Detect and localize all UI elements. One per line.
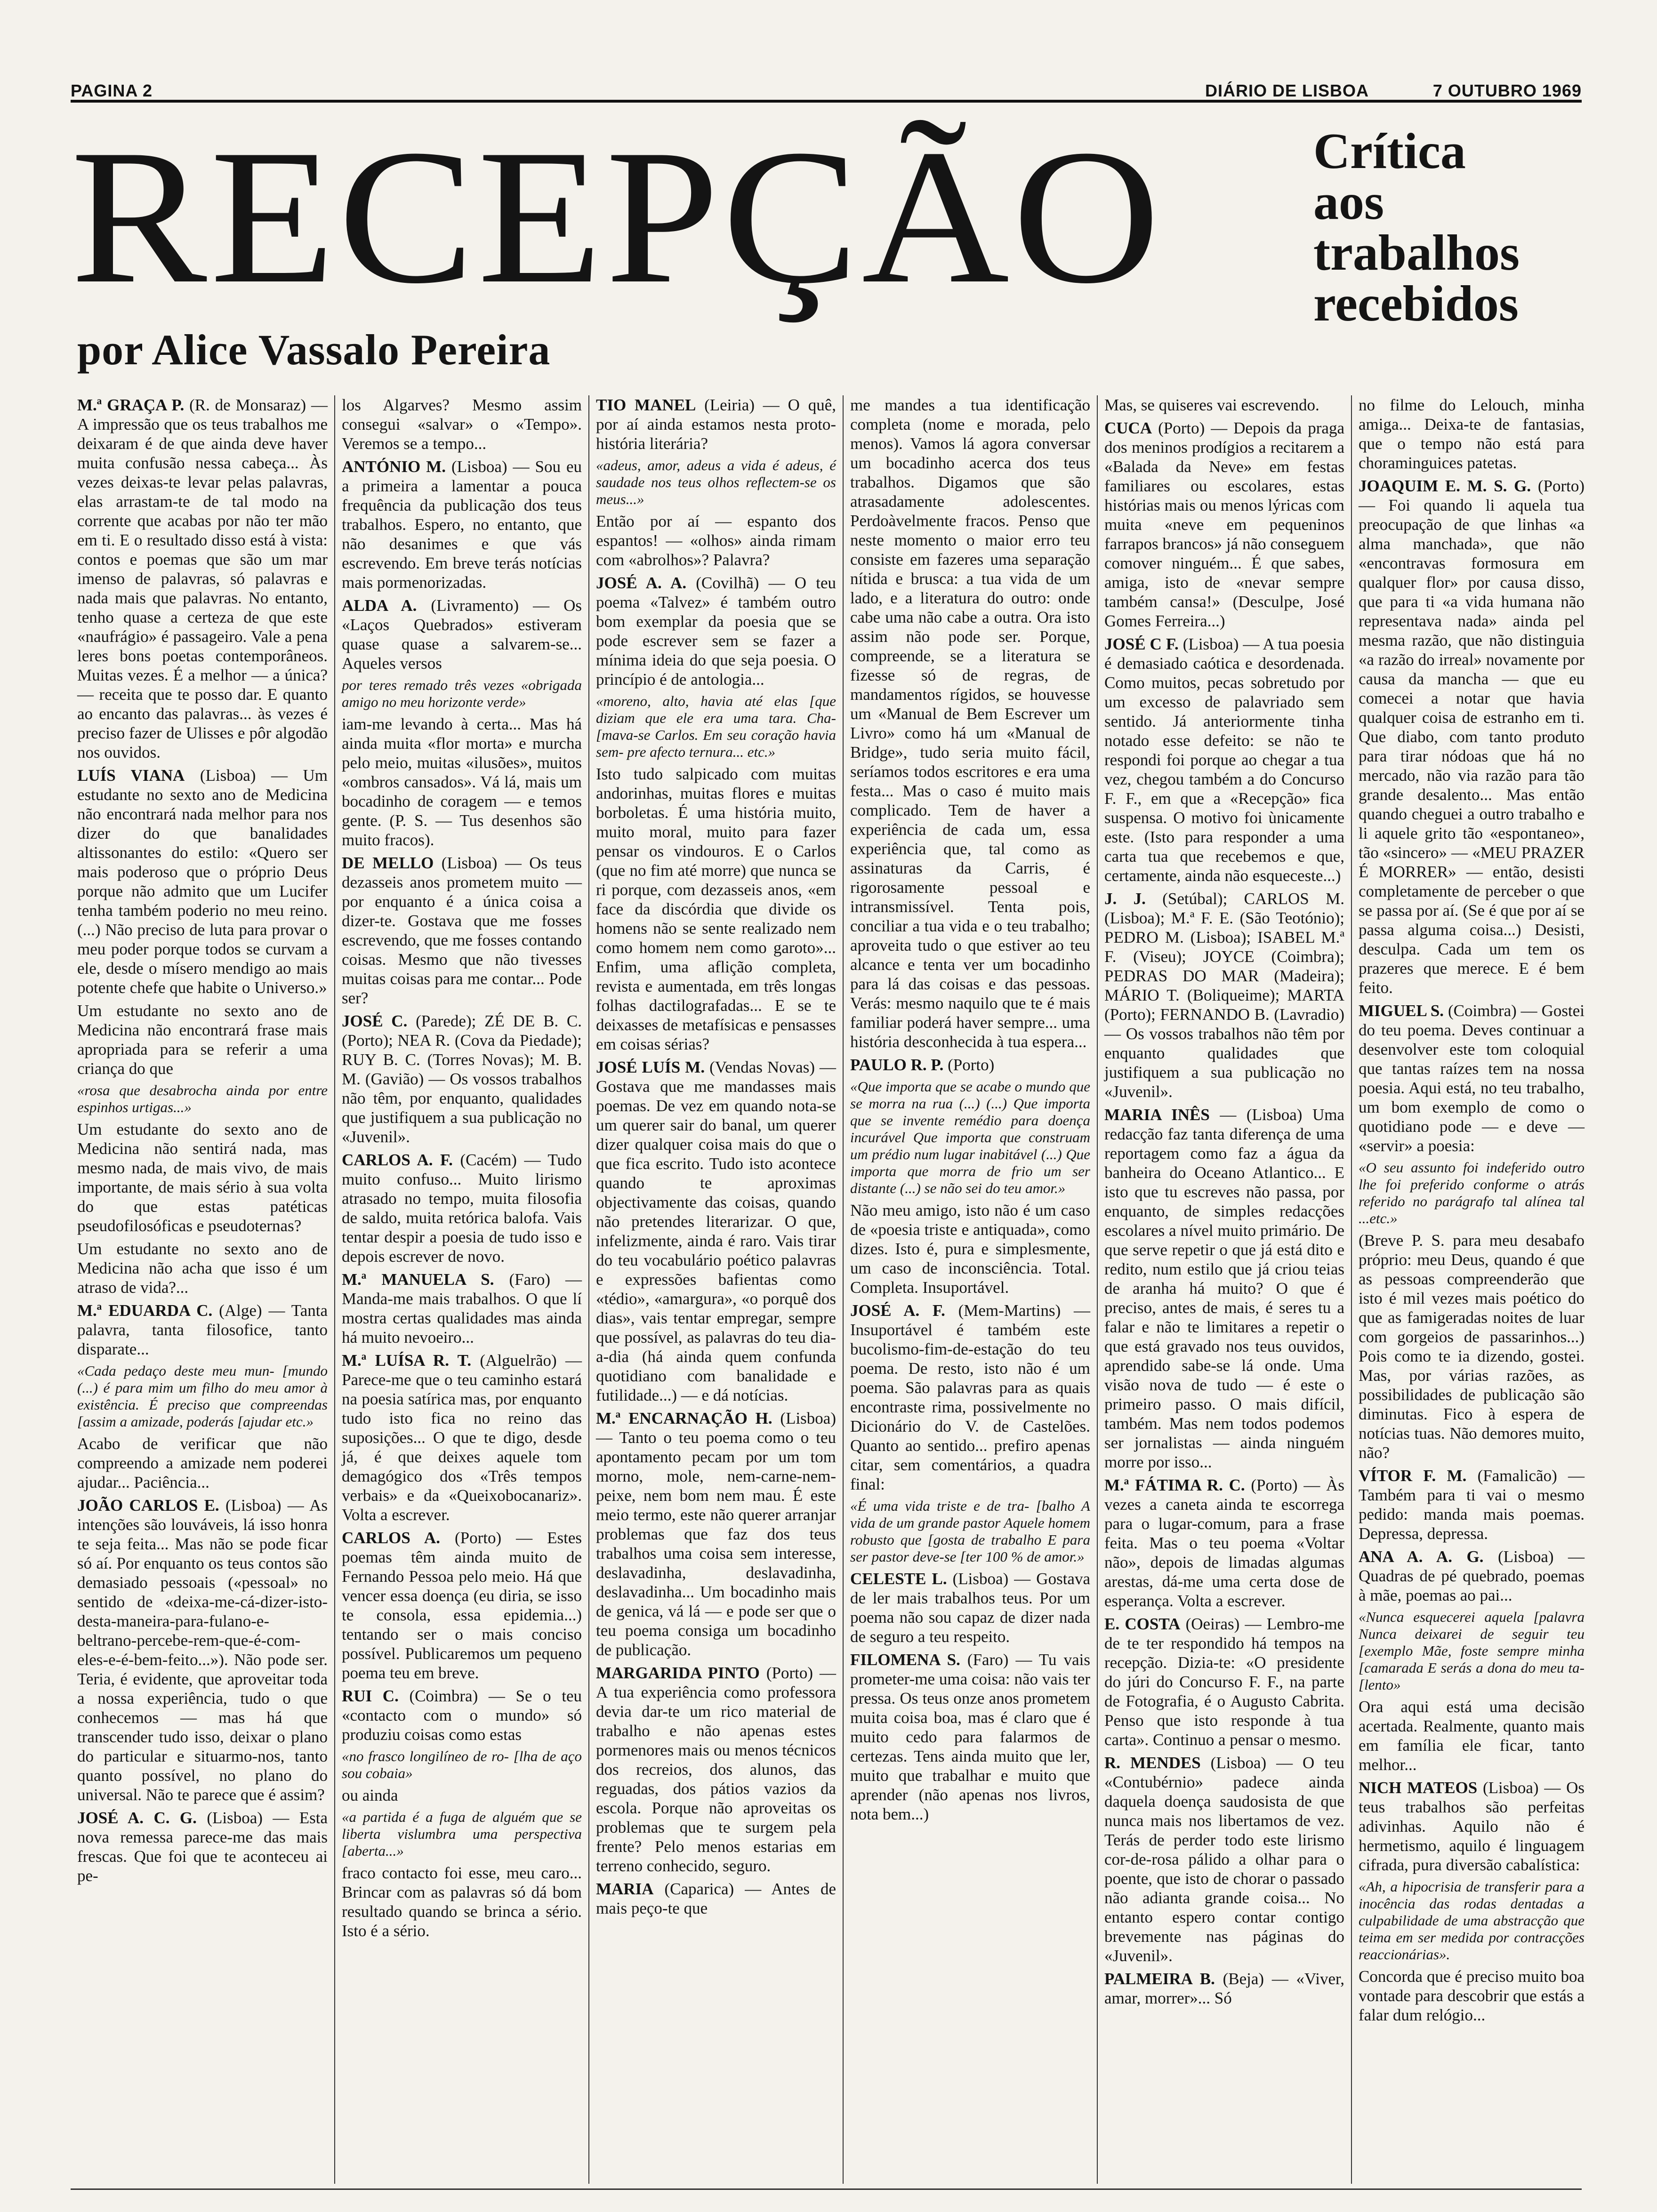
text-column (843, 395, 1097, 2184)
article-columns (71, 395, 1591, 2184)
correspondent-name: E. COSTA (1104, 1615, 1181, 1633)
reader-reply (342, 596, 582, 673)
reply-text: Um estudante do sexto ano de Medicina não sentirá nada, mas mesmo nada, de mais vivo, de mais importante, de mais sério à sua volta do que estas patéticas pseudofilosóficas e pseudoternas? (77, 1120, 328, 1235)
correspondent-name: ANTÓNIO M. (342, 457, 446, 476)
reply-text: (Lisboa) — A tua poesia é demasiado caótica e desordenada. Como muitos, pecas sobretudo por um excesso de palavriado sem sentido. Já anteriormente tinha notado esse defeito: se não te respondi foi porque ao chegar a tua vez, chegou também a do Concurso F. F., em que a «Recepção» fica suspensa. O motivo foi ùnicamente este. (Isto para responder a uma carta tua que recebemos e que, certamente, ainda não esqueceste...) (1104, 635, 1344, 885)
reader-reply (77, 1434, 328, 1492)
reply-text: (Coimbra) — Se o teu «contacto com o mundo» só produziu coisas como estas (342, 1687, 582, 1744)
reader-reply (342, 1270, 582, 1347)
correspondent-name: JOSÉ C. (342, 1012, 408, 1030)
correspondent-name: M.ª MANUELA S. (342, 1270, 494, 1289)
reply-text: (Setúbal); CARLOS M. (Lisboa); M.ª F. E. (São Teotónio); PEDRO M. (Lisboa); ISABEL M.ª F. (Viseu); JOYCE (Coimbra); PEDRAS DO MAR (Madeira); MÁRIO T. (Boliqueime); MARTA (Porto); FERNANDO B. (Lavradio) — Os vossos trabalhos não têm por enquanto qualidades que justifiquem a sua publicação no «Juvenil». (1104, 890, 1345, 1101)
section-title: RECEPÇÃO (71, 110, 1163, 323)
reply-text: (Lisboa) — Os teus trabalhos são perfeitas adivinhas. Aquilo não é hermetismo, aquilo é linguagem cifrada, pura diversão cabalística: (1359, 1779, 1585, 1874)
reader-reply (596, 1879, 836, 1918)
correspondent-name: CUCA (1104, 419, 1152, 437)
reply-text: Um estudante no sexto ano de Medicina não encontrará frase mais apropriada para se referir a uma criança do que (77, 1002, 328, 1078)
quoted-verse: «Que importa que se acabe o mundo que se morra na rua (...) (...) Que importa que se invente remédio para doença incurável Que importa que construam um prédio num lugar inabitável (...) Que importa que morra de frio um ser distante (...) se não sei do teu amor.» (850, 1078, 1090, 1196)
correspondent-name: J. J. (1104, 890, 1146, 908)
reply-text: (Breve P. S. para meu desabafo próprio: meu Deus, quando é que as pessoas compreenderão que isto é mil vezes mais poético do que as famigeradas noites de luar com gorgeios de passarinhos...) Pois como te ia dizendo, gostei. Mas, por várias razões, as possibilidades de publicação são diminutas. Fico à espera de notícias tuas. Não demores muito, não? (1359, 1231, 1585, 1462)
reply-text: (Lisboa) — Sou eu a primeira a lamentar a pouca frequência da publicação dos teus trabalhos. Espero, no entanto, que não desanimes e que vás escrevendo. Em breve terás notícias mais pormenorizadas. (342, 457, 582, 592)
correspondent-name: FILOMENA S. (850, 1651, 960, 1669)
reader-reply (596, 395, 836, 453)
reply-text: (Lisboa) — Quadras de pé quebrado, poemas à mãe, poemas ao pai... (1359, 1547, 1585, 1604)
kicker-line: recebidos (1313, 276, 1519, 332)
correspondent-name: CELESTE L. (850, 1570, 947, 1588)
correspondent-name: JOSÉ A. F. (850, 1301, 945, 1320)
reader-reply (1359, 1001, 1585, 1155)
reply-text: (Lisboa) — O teu «Contubérnio» padece ainda daquela doença saudosista de que nunca mais nos libertamos de vez. Terás de perder todo este lirismo cor-de-rosa pálido a olhar para o poente, que isto de chorar o passado não adianta grande coisa... No entanto espero contar contigo brevemente nas páginas do «Juvenil». (1104, 1754, 1344, 1965)
kicker-line: trabalhos (1313, 225, 1520, 281)
reply-text: (Livramento) — Os «Laços Quebrados» estiveram quase quase a salvarem-se... Aqueles versos (342, 596, 582, 673)
correspondent-name: TIO MANEL (596, 396, 696, 414)
quoted-verse: «moreno, alto, havia até elas [que diziam que ele era uma tara. Cha- [mava-se Carlos. Em seu coração havia sem- pre afecto ternura... etc.» (596, 693, 836, 760)
correspondent-name: M.ª EDUARDA C. (77, 1301, 213, 1320)
text-column (588, 395, 843, 2184)
reader-reply (77, 1808, 328, 1885)
quoted-verse: «a partida é a fuga de alguém que se liberta vislumbra uma perspectiva [aberta...» (342, 1809, 582, 1859)
correspondent-name: ALDA A. (342, 596, 417, 615)
reply-text: Ora aqui está uma decisão acertada. Realmente, quanto mais em família ele ficar, tanto melhor... (1359, 1698, 1585, 1774)
correspondent-name: JOSÉ A. C. G. (77, 1809, 197, 1827)
reply-text: (Porto) — A tua experiência como professora devia dar-te um rico material de trabalho e não apenas estes pormenores mais ou menos técnicos dos recreios, dos alunos, das reguadas, dos pátios vazios da escola. Porque não aproveitas os problemas que te surgem pela frente? Pelo menos estarias em terreno conhecido, seguro. (596, 1664, 836, 1875)
reader-reply (342, 1351, 582, 1524)
correspondent-name: M.ª LUÍSA R. T. (342, 1351, 472, 1370)
header-rule (71, 100, 1582, 103)
reply-text: ou ainda (342, 1786, 398, 1804)
quoted-verse: «Nunca esquecerei aquela [palavra Nunca deixarei de seguir teu [exemplo Mãe, foste sempre minha [camarada E serás a dona do meu ta- [lento» (1359, 1609, 1585, 1693)
reply-text: (Beja) — «Viver, amar, morrer»... Só (1104, 1970, 1344, 2007)
reader-reply (342, 1863, 582, 1940)
correspondent-name: JOAQUIM E. M. S. G. (1359, 477, 1531, 495)
reader-reply (850, 1301, 1090, 1494)
reader-reply (77, 1301, 328, 1359)
reply-text: (Famalicão) — Também para ti vai o mesmo pedido: manda mais poemas. Depressa, depressa. (1359, 1467, 1585, 1543)
byline: por Alice Vassalo Pereira (77, 326, 551, 374)
reply-text: (Lisboa) — Um estudante no sexto ano de Medicina não encontrará nada melhor para nos dizer do que banalidades altissonantes do estilo: «Quero ser mais poderoso que o próprio Deus porque não admito que um Lucifer tenha também poderio no meu reino. (...) Não preciso de luta para provar o meu poder porque todos se curvam a ele, desde o mísero mendigo ao mais potente chefe que habite o Universo.» (77, 766, 328, 997)
reader-reply (1104, 1105, 1344, 1472)
correspondent-name: M.ª ENCARNAÇÃO H. (596, 1409, 772, 1427)
reader-reply (1104, 1475, 1344, 1611)
reply-text: iam-me levando à certa... Mas há ainda muita «flor morta» e murcha pelo meio, muitas «ilusões», muitos «ombros cansados». Vá lá, mais um bocadinho de coragem — e temos gente. (P. S. — Tus desenhos são muito fracos). (342, 715, 582, 849)
reply-text: (Porto) — Depois da praga dos meninos prodígios a recitarem a «Balada da Neve» em festas familiares ou escolares, estas histórias mais ou menos lýricas com muita «neve em pequeninos farrapos brancos» já não conseguem comover ninguém... É que sabes, amiga, isto de «nevar sempre também cansa!» (Desculpe, José Gomes Ferreira...) (1104, 419, 1344, 630)
reader-reply (77, 1239, 328, 1297)
reply-text: (Lisboa) — Esta nova remessa parece-me das mais frescas. Que foi que te aconteceu ai pe- (77, 1809, 328, 1885)
reply-text: (Porto) — Estes poemas têm ainda muito de Fernando Pessoa pelo meio. Há que vencer essa doença (eu diria, se isso te consola, essa epidemia...) tentando ser o mais conciso possível. Publicaremos um pequeno poema teu em breve. (342, 1529, 582, 1682)
reply-text: (Lisboa) — Os teus dezasseis anos prometem muito — por enquanto é a única coisa a dizer-te. Gostava que me fosses escrevendo, que me fosses contando coisas. Mesmo que não tivesses muitas coisas para me contar... Pode ser? (342, 854, 582, 1007)
reader-reply (1359, 1231, 1585, 1462)
reader-reply (1359, 476, 1585, 997)
text-column (1351, 395, 1591, 2184)
reader-reply (1359, 1967, 1585, 2025)
reader-reply (77, 766, 328, 997)
reply-text: Então por aí — espanto dos espantos! — «olhos» ainda rimam com «abrolhos»? Palavra? (596, 512, 836, 569)
reply-text: los Algarves? Mesmo assim consegui «salvar» o «Tempo». Veremos se a tempo... (342, 396, 582, 453)
reply-text: Concorda que é preciso muito boa vontade para descobrir que estás a falar dum relógio... (1359, 1967, 1585, 2024)
correspondent-name: M.ª FÁTIMA R. C. (1104, 1476, 1245, 1494)
reader-reply (596, 1663, 836, 1875)
reader-reply (1104, 889, 1344, 1101)
reply-text: (Caparica) — Antes de mais peço-te que (596, 1880, 836, 1917)
reader-reply (342, 457, 582, 592)
reader-reply (850, 1569, 1090, 1646)
text-column (71, 395, 334, 2184)
reader-reply (596, 1058, 836, 1405)
reader-reply (1104, 1753, 1344, 1965)
reply-text: (Alguelrão) — Parece-me que o teu caminho estará na poesia satírica mas, por enquanto tudo isto fica no reino das suposições... O que te digo, desde já, é que deixes aquele tom demagógico dos «Três tempos verbais» e da «Queixobocanariz». Volta a escrever. (342, 1351, 582, 1524)
reply-text: (Porto) — Às vezes a caneta ainda te escorrega para o lugar-comum, para a frase feita. Mas o teu poema «Voltar não», depois de limadas algumas arestas, dá-me uma certa dose de esperança. Volta a escrever. (1104, 1476, 1344, 1610)
correspondent-name: LUÍS VIANA (77, 766, 185, 785)
reader-reply (1359, 1697, 1585, 1774)
reader-reply (1104, 1614, 1344, 1749)
reply-text: (Mem-Martins) — Insuportável é também este bucolismo-fim-de-estação do teu poema. De resto, isto não é um poema. São palavras para as quais encontraste rima, possivelmente no Dicionário do V. de Castelões. Quanto ao sentido... prefiro apenas citar, sem comentários, a quadra final: (850, 1301, 1090, 1493)
reader-reply (342, 395, 582, 453)
reader-reply (342, 1786, 582, 1805)
reply-text: (Faro) — Manda-me mais trabalhos. O que lí mostra certas qualidades mas ainda há muito nevoeiro... (342, 1270, 582, 1346)
reader-reply (77, 1120, 328, 1235)
reader-reply (342, 1528, 582, 1683)
reader-reply (77, 1496, 328, 1804)
reader-reply (1104, 1969, 1344, 2008)
correspondent-name: DE MELLO (342, 854, 434, 872)
correspondent-name: CARLOS A. (342, 1529, 440, 1547)
reply-text: (R. de Monsaraz) — A impressão que os teus trabalhos me deixaram é de que ainda deve haver muita confusão nessa cabeça... Às vezes deixas-te levar pelas palavras, elas arrastam-te de tal modo na corrente que acabas por não ter mão em ti. E o resultado disso está à vista: contos e poemas que são um mar imenso de palavras, só palavras e nada mais que palavras. No entanto, tenho quase a certeza de que este «naufrágio» é passageiro. Vale a pena leres bons poetas contemporâneos. Muitas vezes. É a melhor — a única? — receita que te posso dar. E quanto ao encanto das palavras... às vezes é preciso fazer de Ulisses e pôr algodão nos ouvidos. (77, 396, 328, 761)
reply-text: Acabo de verificar que não compreendo a amizade nem poderei ajudar... Paciência... (77, 1435, 328, 1491)
reader-reply (596, 1409, 836, 1659)
quoted-verse: «É uma vida triste e de tra- [balho A vida de um grande pastor Aquele homem robusto que [gosta de trabalho E para ser pastor deve-se [ter 100 % de amor.» (850, 1498, 1090, 1565)
section-masthead (71, 110, 1285, 374)
correspondent-name: MIGUEL S. (1359, 1002, 1444, 1020)
quoted-verse: «Cada pedaço deste meu mun- [mundo (...) é para mim um filho do meu amor à existência. É preciso que compreendas [assim a amizade, poderás [ajudar etc.» (77, 1362, 328, 1430)
reader-reply (77, 395, 328, 762)
reply-text: (Parede); ZÉ DE B. C. (Porto); NEA R. (Cova da Piedade); RUY B. C. (Torres Novas); M. B. M. (Gavião) — Os vossos trabalhos não têm, por enquanto, qualidades que justifiquem a sua publicação no «Juvenil». (342, 1012, 582, 1146)
reader-reply (1104, 634, 1344, 885)
page-number: PAGINA 2 (71, 81, 153, 100)
reply-text: Isto tudo salpicado com muitas andorinhas, muitas flores e muitas borboletas. É uma história muito, muito moral, muito para fazer pensar os vindouros. E o Carlos (que no fim até morre) que nunca se ri porque, com dezasseis anos, «em face da discórdia que divide os homens não se sente realizado nem como homem nem como garoto»... Enfim, uma aflição completa, revista e aumentada, em três longas folhas dactilografadas... E se te deixasses de metafísicas e pensasses em coisas sérias? (596, 765, 836, 1053)
reply-text: me mandes a tua identificação completa (nome e morada, pelo menos). Vamos lá agora conversar um bocadinho acerca dos teus trabalhos. Digamos que são atrasadamente adolescentes. Perdoàvelmente fracos. Penso que neste momento o maior erro teu consiste em fazeres uma separação nítida e brusca: a tua vida de um lado, e a literatura do outro: onde cabe uma não cabe a outra. Ora isto assim não pode ser. Porque, compreende, se a literatura se fizesse só de regras, de mandamentos rígidos, se houvesse um «Manual de Bem Escrever um Livro» como há um «Manual de Bridge», tudo seria muito fácil, seríamos todos escritores e era uma festa... Mas o caso é muito mais complicado. Tem de haver a experiência de cada um, essa experiência que, tal como as assinaturas da Carris, é rigorosamente pessoal e intransmissível. Tenta pois, conciliar a tua vida e o teu trabalho; aproveita tudo o que estiver ao teu alcance e tenta ver um bocadinho para lá das coisas e das pessoas. Verás: mesmo naquilo que te é mais familiar poderá haver sempre... uma história desconhecida à tua espera... (850, 396, 1090, 1051)
reader-reply (1359, 1547, 1585, 1605)
quoted-verse: «no frasco longilíneo de ro- [lha de aço sou cobaia» (342, 1748, 582, 1781)
reader-reply (342, 1011, 582, 1146)
reply-text: (Lisboa) — Tanto o teu poema como o teu apontamento pecam por um tom morno, mole, nem-carne-nem-peixe, nem bom nem mau. É este meio termo, este não querer arranjar problemas que faz dos teus trabalhos uma coisa sem interesse, deslavadinha, deslavadinha, deslavadinha... Um bocadinho mais de genica, vá lá — e pode ser que o teu poema consiga um bocadinho de publicação. (596, 1409, 836, 1659)
reply-text: — (Lisboa) Uma redacção faz tanta diferença de uma reportagem como faz a água da banheira do Oceano Atlantico... E isto que tu escreves não passa, por enquanto, de simples redacções escolares a nível muito primário. De que serve repetir o que já está dito e redito, num estilo que já criou teias de aranha há muito? O que é preciso, antes de mais, é seres tu a falar e não te limitares a repetir o que está gravado nos teus ouvidos, aprendido sabe-se lá onde. Uma visão nova de tudo — é este o primeiro passo. O mais difícil, também. Mas nem todos podemos ser jornalistas — ainda ninguém morre por isso... (1104, 1106, 1344, 1471)
text-column (1097, 395, 1351, 2184)
kicker-line: Crítica (1313, 123, 1466, 179)
reply-text: (Porto) (943, 1056, 995, 1074)
correspondent-name: JOÃO CARLOS E. (77, 1496, 219, 1515)
reader-reply (1359, 1778, 1585, 1875)
reader-reply (342, 1150, 582, 1266)
reply-text: (Cacém) — Tudo muito confuso... Muito lirismo atrasado no tempo, muita filosofia de saldo, muita retórica balofa. Vais tentar despir a poesia de tudo isso e depois escrever de novo. (342, 1151, 582, 1266)
reply-text: Um estudante no sexto ano de Medicina não acha que isso é um atraso de vida?... (77, 1240, 328, 1297)
section-kicker (1313, 123, 1577, 332)
reader-reply (1359, 1466, 1585, 1543)
reply-text: (Coimbra) — Gostei do teu poema. Deves continuar a desenvolver este tom coloquial que tantas raízes tem na nossa poesia. Aqui está, no teu trabalho, um bom exemplo de como o quotidiano pode — e deve — «servir» a poesia: (1359, 1002, 1585, 1155)
correspondent-name: JOSÉ C F. (1104, 635, 1179, 653)
correspondent-name: M.ª GRAÇA P. (77, 396, 185, 414)
reader-reply (1359, 395, 1585, 473)
reader-reply (596, 512, 836, 569)
reader-reply (850, 1201, 1090, 1297)
correspondent-name: PAULO R. P. (850, 1056, 944, 1074)
correspondent-name: RUI C. (342, 1687, 399, 1705)
reply-text: (Leiria) — O quê, por aí ainda estamos nesta proto-história literária? (596, 396, 836, 453)
reply-text: no filme do Lelouch, minha amiga... Deixa-te de fantasias, que o tempo não está para choraminguices patetas. (1359, 396, 1585, 472)
footer-rule (71, 2188, 1582, 2190)
reader-reply (342, 1686, 582, 1744)
reply-text: (Lisboa) — Gostava de ler mais trabalhos teus. Por um poema não sou capaz de dizer nada de seguro a teu respeito. (850, 1570, 1090, 1646)
correspondent-name: JOSÉ A. A. (596, 574, 687, 592)
correspondent-name: R. MENDES (1104, 1754, 1201, 1772)
reply-text: (Vendas Novas) — Gostava que me mandasses mais poemas. De vez em quando nota-se um querer sair do banal, um querer dizer qualquer coisa mais do que o que fica escrito. Tudo isto acontece quando te aproximas objectivamente das coisas, quando não pretendes literarizar. O que, infelizmente, ainda é raro. Vais tirar do teu vocabulário poético palavras e expressões bafientas como «tédio», «amargura», «o porquê dos dias», vais tentar empregar, sempre que possível, as palavras do teu dia-a-dia (há ainda quem confunda quotidiano com banalidade e futilidade...) — e dá notícias. (596, 1058, 837, 1404)
correspondent-name: PALMEIRA B. (1104, 1970, 1215, 1988)
reply-text: (Oeiras) — Lembro-me de te ter respondido há tempos na recepção. Dizia-te: «O presidente do júri do Concurso F. F., na parte de Fotografia, é o Augusto Cabrita. Penso que isto responde à tua carta». Continuo a pensar o mesmo. (1104, 1615, 1344, 1749)
kicker-line: aos (1313, 174, 1384, 230)
quoted-verse: «Ah, a hipocrisia de transferir para a inocência das rodas dentadas a culpabilidade de uma abstracção que teima em ser medida por contracções reaccionárias». (1359, 1878, 1585, 1963)
reply-text: (Porto) — Foi quando li aquela tua preocupação de que linhas «a alma manchada», que não «encontravas formosura em qualquer flor» por causa disso, que para ti «a vida humana não representava nada» ainda pel mesma razão, que não distinguia «a razão do irreal» novamente por causa da mancha — que eu comecei a notar que havia qualquer coisa de estranho em ti. Que diabo, com tanto produto para tirar nódoas que há no mercado, não via razão para tão grande desalento... Mas então quando cheguei a outro trabalho e li aquele grito tão «espontaneo», tão «sincero» — «MEU PRAZER É MORRER» — então, desisti completamente de perceber o que se passa por aí. (Se é que por aí se passa alguma coisa...) Desisti, desculpa. Cada um tem os prazeres que merece. E é bem feito. (1359, 477, 1585, 997)
quoted-verse: por teres remado três vezes «obrigada amigo no meu horizonte verde» (342, 677, 582, 710)
reply-text: (Faro) — Tu vais prometer-me uma coisa: não vais ter pressa. Os teus onze anos prometem muita coisa boa, mas é claro que é muito cedo para falarmos de certezas. Tens ainda muito que ler, muito que trabalhar e muito que aprender (não apenas nos livros, nota bem...) (850, 1651, 1090, 1823)
reader-reply (850, 395, 1090, 1051)
reader-reply (342, 853, 582, 1008)
reader-reply (850, 1650, 1090, 1824)
correspondent-name: MARIA INÊS (1104, 1106, 1210, 1124)
newspaper-name: DIÁRIO DE LISBOA (1205, 81, 1369, 100)
reader-reply (77, 1001, 328, 1078)
correspondent-name: VÍTOR F. M. (1359, 1467, 1467, 1485)
correspondent-name: ANA A. A. G. (1359, 1547, 1484, 1566)
correspondent-name: NICH MATEOS (1359, 1779, 1478, 1797)
reply-text: (Covilhã) — O teu poema «Talvez» é também outro bom exemplar da poesia que se pode escrever sem se fazer a mínima ideia do que seja poesia. O princípio é de antologia... (596, 574, 836, 689)
reply-text: Não meu amigo, isto não é um caso de «poesia triste e antiquada», como dizes. Isto é, pura e simplesmente, um caso de inconsciência. Total. Completa. Insuportável. (850, 1201, 1090, 1297)
correspondent-name: JOSÉ LUÍS M. (596, 1058, 705, 1076)
correspondent-name: MARGARIDA PINTO (596, 1664, 760, 1682)
correspondent-name: MARIA (596, 1880, 654, 1898)
reply-text: Mas, se quiseres vai escrevendo. (1104, 396, 1319, 414)
quoted-verse: «O seu assunto foi indeferido outro lhe foi preferido conforme o atrás referido no parágrafo tal alínea tal ...etc.» (1359, 1159, 1585, 1226)
reply-text: (Lisboa) — As intenções são louváveis, lá isso honra te seja feita... Mas não se pode ficar só aí. Por enquanto os teus contos são demasiado pessoais («pessoal» no sentido de «deixa-me-cá-dizer-isto-desta-maneira-para-fulano-e-beltrano-percebe-rem-que-é-com-eles-e-é-bem-feito...»). Não pode ser. Teria, é evidente, que aproveitar toda a nossa experiência, tudo o que conhecemos — mas há que transcender tudo isso, deixar o plano do particular e situarmo-nos, tanto quanto possível, no plano do universal. Não te parece que é assim? (77, 1496, 328, 1804)
reader-reply (596, 573, 836, 689)
text-column (334, 395, 588, 2184)
issue-date: 7 OUTUBRO 1969 (1432, 81, 1582, 100)
quoted-verse: «adeus, amor, adeus a vida é adeus, é saudade nos teus olhos reflectem-se os meus...» (596, 457, 836, 507)
reader-reply (1104, 418, 1344, 631)
reply-text: fraco contacto foi esse, meu caro... Brincar com as palavras só dá bom resultado quando se brinca a sério. Isto é a sério. (342, 1864, 582, 1940)
reader-reply (1104, 395, 1344, 415)
reply-text: (Alge) — Tanta palavra, tanta filosofice, tanto disparate... (77, 1301, 328, 1358)
reader-reply (850, 1055, 1090, 1074)
reader-reply (596, 764, 836, 1054)
reader-reply (342, 714, 582, 850)
correspondent-name: CARLOS A. F. (342, 1151, 453, 1169)
quoted-verse: «rosa que desabrocha ainda por entre espinhos urtigas...» (77, 1082, 328, 1115)
